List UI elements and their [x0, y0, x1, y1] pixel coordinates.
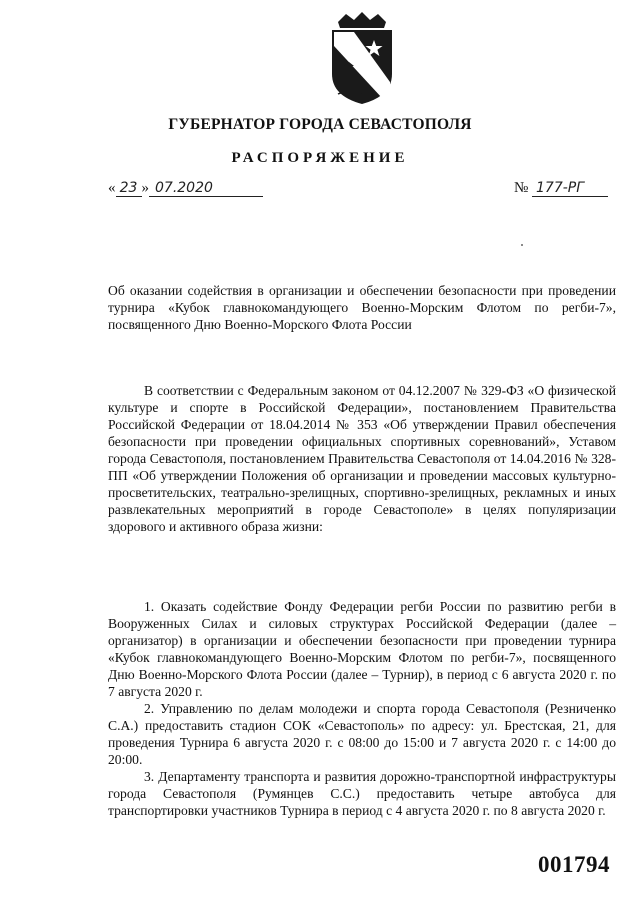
- order-item-3: 3. Департаменту транспорта и развития дорожно-транспортной инфраструктуры города Севастополя (Румянцев С.С.) предоставить четыре автобуса для транспортировки участников Турнира в период с 4 августа 2020 г. по 8 августа 2020 г.: [108, 769, 616, 818]
- document-type: РАСПОРЯЖЕНИЕ: [231, 150, 409, 166]
- subject-text: Об оказании содействия в организации и обеспечении безопасности при проведении турнира «Кубок главнокомандующего Военно-Морским Флотом по регби-7», посвященного Дню Военно-Морского Флота России: [108, 283, 616, 332]
- stray-dot: [521, 244, 523, 246]
- order-item-1: 1. Оказать содействие Фонду Федерации регби России по развитию регби в Вооруженных Силах и силовых структурах Российской Федерации (далее – организатор) в организации и обеспечении безопасности при проведении турнира «Кубок главнокомандующего Военно-Морским Флотом по регби-7», посвященного Дню Военно-Морского Флота России (далее – Турнир), в период с 6 августа 2020 г. по 7 августа 2020 г.: [108, 599, 616, 699]
- number-handwritten: 177-РГ: [532, 180, 608, 197]
- serial-number: 001794: [538, 852, 610, 877]
- governor-title: ГУБЕРНАТОР ГОРОДА СЕВАСТОПОЛЯ: [168, 116, 472, 133]
- number-sign: №: [513, 180, 529, 196]
- preamble: [108, 382, 616, 535]
- document-subject: [108, 282, 616, 333]
- date-month-year-handwritten: 07.2020: [149, 180, 263, 197]
- preamble-text: В соответствии с Федеральным законом от 04.12.2007 № 329-ФЗ «О физической культуре и спорте в Российской Федерации», постановлением Правительства Российской Федерации от 18.04.2014 № 353 «Об утверждении Правил обеспечения безопасности при проведении официальных спортивных соревнований», Уставом города Севастополя, постановлением Правительства Севастополя от 14.04.2016 № 328-ПП «Об утверждении Положения об организации и проведении массовых культурно-просветительских, театрально-зрелищных, спортивно-зрелищных, рекламных и иных развлекательных мероприятий в городе Севастополе» в целях популяризации здорового и активного образа жизни:: [108, 383, 616, 534]
- order-items: [108, 598, 616, 819]
- date-open-quote: «: [108, 180, 116, 196]
- date-close-quote: »: [141, 180, 149, 196]
- sevastopol-coat-of-arms-icon: [324, 12, 400, 106]
- date-day-handwritten: 23: [116, 180, 142, 197]
- document-number: [514, 180, 608, 197]
- order-item-2: 2. Управлению по делам молодежи и спорта города Севастополя (Резниченко С.А.) предоставить стадион СОК «Севастополь» по адресу: ул. Брестская, 21, для проведения Турнира 6 августа 2020 г. с 08:00 до 15:00 и 7 августа 2020 г. с 14:00 до 20:00.: [108, 701, 616, 767]
- document-date: [108, 180, 263, 197]
